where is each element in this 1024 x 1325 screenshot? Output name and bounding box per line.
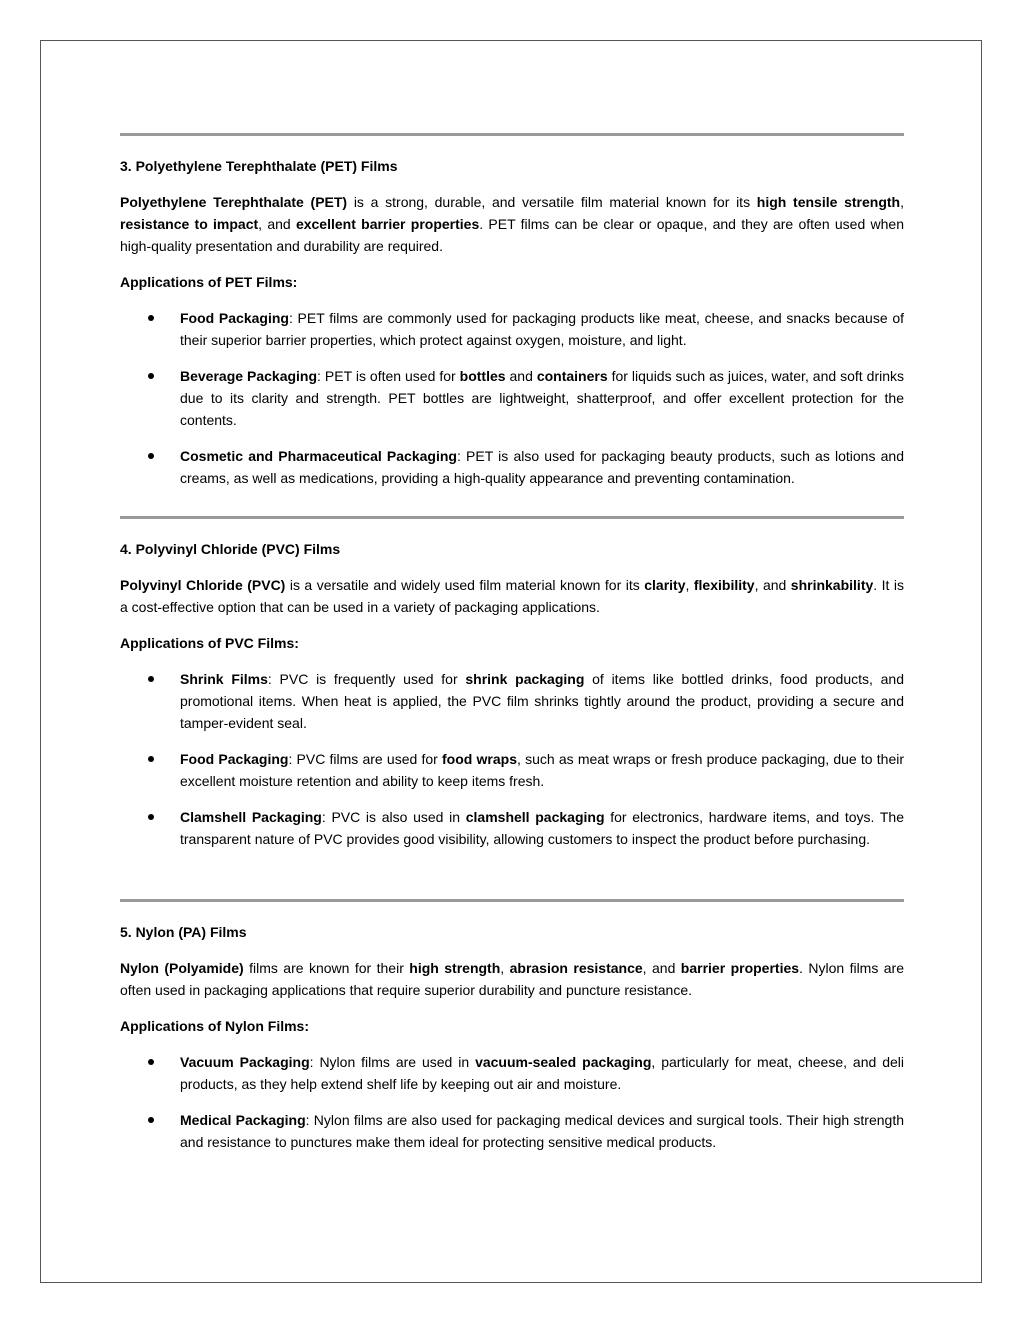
bold-text: Shrink Films: [180, 671, 268, 687]
text-run: is a versatile and widely used film material known for its: [285, 577, 645, 593]
bold-text: high strength: [409, 960, 501, 976]
text-run: of items like bottled drinks, food products, and promotional items. When heat is applied, the PVC film shrinks tightly around the product, providing a secure and tamper-evident seal.: [180, 671, 904, 731]
bullet-icon: [148, 1117, 154, 1123]
bullet-item: [120, 445, 904, 489]
section-divider: [120, 899, 904, 902]
bold-text: bottles: [459, 368, 506, 384]
bold-text: containers: [536, 368, 608, 384]
bullet-icon: [148, 453, 154, 459]
section-intro: [120, 574, 904, 618]
bullet-item: [120, 806, 904, 850]
text-run: : PVC is also used in: [321, 809, 466, 825]
section-divider: [120, 516, 904, 519]
section-heading: 5. Nylon (PA) Films: [120, 924, 247, 940]
bullet-icon: [148, 814, 154, 820]
section-heading: 4. Polyvinyl Chloride (PVC) Films: [120, 541, 341, 557]
bullet-item: [120, 365, 904, 431]
bullet-icon: [148, 373, 154, 379]
bold-text: vacuum-sealed packaging: [475, 1054, 652, 1070]
bold-text: flexibility: [693, 577, 755, 593]
bold-text: shrinkability: [790, 577, 874, 593]
bullet-icon: [148, 756, 154, 762]
applications-list: [120, 307, 904, 489]
bullet-item: [120, 1109, 904, 1153]
text-run: . Nylon films are often used in packaging applications that require superior durability and puncture resistance.: [120, 960, 905, 998]
text-run: , and: [642, 960, 681, 976]
applications-title: Applications of Nylon Films:: [120, 1018, 310, 1034]
bold-text: Polyvinyl Chloride (PVC): [120, 577, 286, 593]
text-run: ,: [500, 960, 510, 976]
bold-text: high tensile strength: [756, 194, 901, 210]
bold-text: Nylon (Polyamide): [120, 960, 244, 976]
bold-text: resistance to impact: [120, 216, 259, 232]
text-run: and: [505, 368, 537, 384]
bold-text: clarity: [644, 577, 686, 593]
bold-text: Food Packaging: [180, 751, 289, 767]
text-run: : PET is often used for: [317, 368, 460, 384]
bullet-icon: [148, 1059, 154, 1065]
text-run: for electronics, hardware items, and toys. The transparent nature of PVC provides good visibility, allowing customers to inspect the product before purchasing.: [180, 809, 904, 847]
applications-title: Applications of PVC Films:: [120, 635, 299, 651]
text-run: : PET is also used for packaging beauty products, such as lotions and creams, as well as medications, providing a high-quality appearance and preventing contamination.: [180, 448, 904, 486]
text-run: : PET films are commonly used for packaging products like meat, cheese, and snacks because of their superior barrier properties, which protect against oxygen, moisture, and light.: [180, 310, 905, 348]
text-run: : PVC is frequently used for: [267, 671, 466, 687]
section-heading: 3. Polyethylene Terephthalate (PET) Films: [120, 158, 398, 174]
text-run: : Nylon films are also used for packaging medical devices and surgical tools. Their high strength and resistance to punctures make them ideal for protecting sensitive medical products.: [180, 1112, 904, 1150]
bold-text: clamshell packaging: [465, 809, 605, 825]
bold-text: Beverage Packaging: [180, 368, 318, 384]
bold-text: Polyethylene Terephthalate (PET): [120, 194, 348, 210]
bold-text: Vacuum Packaging: [180, 1054, 310, 1070]
bullet-item: [120, 1051, 904, 1095]
text-run: , such as meat wraps or fresh produce packaging, due to their excellent moisture retention and ability to keep items fresh.: [180, 751, 905, 789]
section-intro: [120, 191, 904, 257]
bold-text: Cosmetic and Pharmaceutical Packaging: [180, 448, 457, 464]
text-run: , particularly for meat, cheese, and deli products, as they help extend shelf life by keeping out air and moisture.: [180, 1054, 904, 1092]
bold-text: shrink packaging: [465, 671, 585, 687]
text-run: : PVC films are used for: [288, 751, 442, 767]
applications-list: [120, 668, 904, 850]
bold-text: Food Packaging: [180, 310, 289, 326]
bold-text: Clamshell Packaging: [180, 809, 322, 825]
text-run: films are known for their: [243, 960, 410, 976]
section-pet: [120, 155, 904, 489]
text-run: : Nylon films are used in: [309, 1054, 476, 1070]
bold-text: barrier properties: [680, 960, 800, 976]
bold-text: abrasion resistance: [509, 960, 643, 976]
text-run: ,: [685, 577, 694, 593]
bullet-item: [120, 748, 904, 792]
text-run: is a strong, durable, and versatile film material known for its: [347, 194, 757, 210]
text-run: , and: [754, 577, 791, 593]
text-run: for liquids such as juices, water, and soft drinks due to its clarity and strength. PET bottles are lightweight, shatterproof, and offer excellent protection for the contents.: [180, 368, 905, 428]
bold-text: food wraps: [442, 751, 517, 767]
bullet-icon: [148, 676, 154, 682]
text-run: . It is a cost-effective option that can be used in a variety of packaging applications.: [120, 577, 905, 615]
bold-text: Medical Packaging: [180, 1112, 306, 1128]
bullet-item: [120, 307, 904, 351]
section-pvc: [120, 538, 904, 850]
bullet-item: [120, 668, 904, 734]
bold-text: excellent barrier properties: [295, 216, 480, 232]
section-nylon: [120, 921, 904, 1153]
text-run: ,: [900, 194, 904, 210]
bullet-icon: [148, 315, 154, 321]
applications-title: Applications of PET Films:: [120, 274, 298, 290]
section-intro: [120, 957, 904, 1001]
text-run: . PET films can be clear or opaque, and they are often used when high-quality presentation and durability are required.: [120, 216, 904, 254]
applications-list: [120, 1051, 904, 1153]
section-divider: [120, 133, 904, 136]
text-run: , and: [258, 216, 296, 232]
